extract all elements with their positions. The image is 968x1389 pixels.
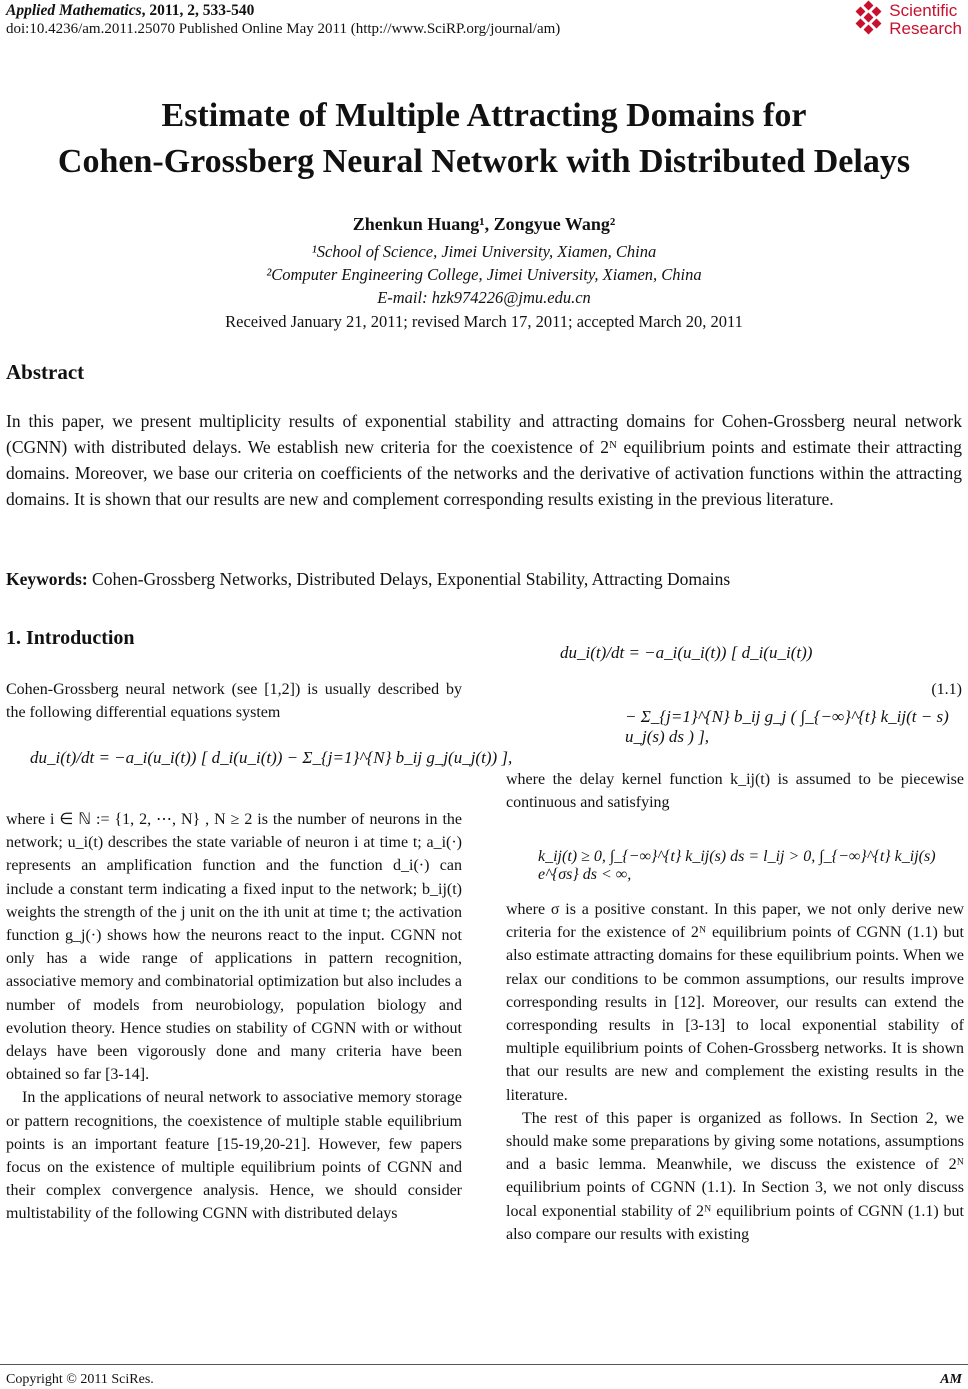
abstract-heading: Abstract	[6, 360, 85, 384]
paper-title	[0, 93, 968, 185]
paragraph: where i ∈ ℕ := {1, 2, ⋯, N} , N ≥ 2 is the number of neurons in the network; u_i(t) describes the state variable of neuron i at time t; a_i(·) represents an amplification function and the function d_i(·) can include a constant term indicating a fixed input to the network; b_ij(t) weights the strength of the j unit on the ith unit at time t; the activation function g_j(·) shows how the neurons react to the input. CGNN not only has a wide range of applications in pattern recognition, associative memory and combinatorial optimization but also includes a number of models from neurobiology, population biology and evolution theory. Hence studies on stability of CGNN with or without delays have been vigorously done and many criteria have been obtained so far [3-14].	[6, 811, 462, 1084]
paragraph: In the applications of neural network to associative memory storage or pattern recognitions, the coexistence of multiple stable equilibrium points is an important feature [15-19,20-21]. However, few papers focus on the existence of multiple equilibrium points of CGNN and their complex convergence analysis. Hence, we should consider multistability of the following CGNN with distributed delays	[6, 1089, 462, 1223]
volume-info: , 2011, 2, 533-540	[141, 2, 255, 19]
section-heading: 1. Introduction	[6, 627, 135, 649]
equation-1-1-line1: du_i(t)/dt = −a_i(u_i(t)) [ d_i(u_i(t))	[560, 643, 813, 662]
title-line-2: Cohen-Grossberg Neural Network with Distributed Delays	[57, 143, 911, 180]
authors: Zhenkun Huang¹, Zongyue Wang²	[352, 214, 616, 234]
keywords-label: Keywords:	[6, 569, 88, 589]
equation-system: du_i(t)/dt = −a_i(u_i(t)) [ d_i(u_i(t)) − Σ_{j=1}^{N} b_ij g_j(u_j(t)) ],	[30, 748, 513, 767]
keywords-list: Cohen-Grossberg Networks, Distributed Delays, Exponential Stability, Attracting Domains	[87, 569, 731, 589]
equation-number: (1.1)	[931, 681, 962, 698]
received-dates: Received January 21, 2011; revised March 17, 2011; accepted March 20, 2011	[225, 312, 743, 331]
right-column-body	[506, 898, 964, 1246]
journal-name: Applied Mathematics	[6, 2, 142, 19]
right-column-kernel	[506, 768, 964, 814]
paragraph: where σ is a positive constant. In this paper, we not only derive new criteria for the existence of 2ᴺ equilibrium points of CGNN (1.1) but also estimate attracting domains for these equilibrium points. When we relax our conditions to be common assumptions, our results improve corresponding results in [12]. Moreover, our results can extend the corresponding results in [3-13] to local exponential stability of multiple equilibrium points of Cohen-Grossberg networks. It is shown that our results are new and complement the existing results in the literature.	[506, 901, 964, 1104]
logo-mark-icon	[853, 2, 885, 34]
affiliation-2: ²Computer Engineering College, Jimei University, Xiamen, China	[266, 265, 702, 284]
left-column-intro	[6, 678, 462, 724]
logo-text-line1: Scientific	[889, 1, 958, 20]
paragraph: Cohen-Grossberg neural network (see [1,2]) is usually described by the following differential equations system	[6, 681, 462, 722]
paragraph: The rest of this paper is organized as follows. In Section 2, we should make some preparations by giving some notations, assumptions and a basic lemma. Meanwhile, we discuss the existence of 2ᴺ equilibrium points of CGNN (1.1). In Section 3, we not only discuss local exponential stability of 2ᴺ equilibrium points of CGNN (1.1) but also compare our results with existing	[506, 1109, 964, 1243]
title-line-1: Estimate of Multiple Attracting Domains for	[161, 97, 807, 134]
equation-kernel: k_ij(t) ≥ 0, ∫_{−∞}^{t} k_ij(s) ds = l_ij > 0, ∫_{−∞}^{t} k_ij(s) e^{σs} ds < ∞,	[538, 848, 936, 883]
publisher-logo	[853, 2, 962, 38]
footer-divider	[0, 1364, 968, 1365]
logo-text-line2: Research	[889, 19, 962, 38]
email: E-mail: hzk974226@jmu.edu.cn	[377, 288, 591, 307]
paragraph: where the delay kernel function k_ij(t) is assumed to be piecewise continuous and satisfying	[506, 771, 964, 812]
journal-abbr: AM	[940, 1372, 962, 1387]
doi-line: doi:10.4236/am.2011.25070 Published Online May 2011 (http://www.SciRP.org/journal/am)	[6, 21, 561, 37]
copyright: Copyright © 2011 SciRes.	[6, 1372, 154, 1387]
affiliation-1: ¹School of Science, Jimei University, Xiamen, China	[311, 242, 657, 261]
abstract-text: In this paper, we present multiplicity results of exponential stability and attracting domains for Cohen-Grossberg neural network (CGNN) with distributed delays. We establish new criteria for the coexistence of 2ᴺ equilibrium points and estimate their attracting domains. Moreover, we base our criteria on coefficients of the networks and the derivative of activation functions within the attracting domains. It is shown that our results are new and complement corresponding results existing in the previous literature.	[6, 411, 962, 509]
left-column-body	[6, 808, 462, 1226]
journal-header	[6, 2, 254, 20]
keywords	[6, 569, 730, 590]
equation-1-1-line2: − Σ_{j=1}^{N} b_ij g_j ( ∫_{−∞}^{t} k_ij(t − s) u_j(s) ds ) ],	[625, 707, 949, 746]
